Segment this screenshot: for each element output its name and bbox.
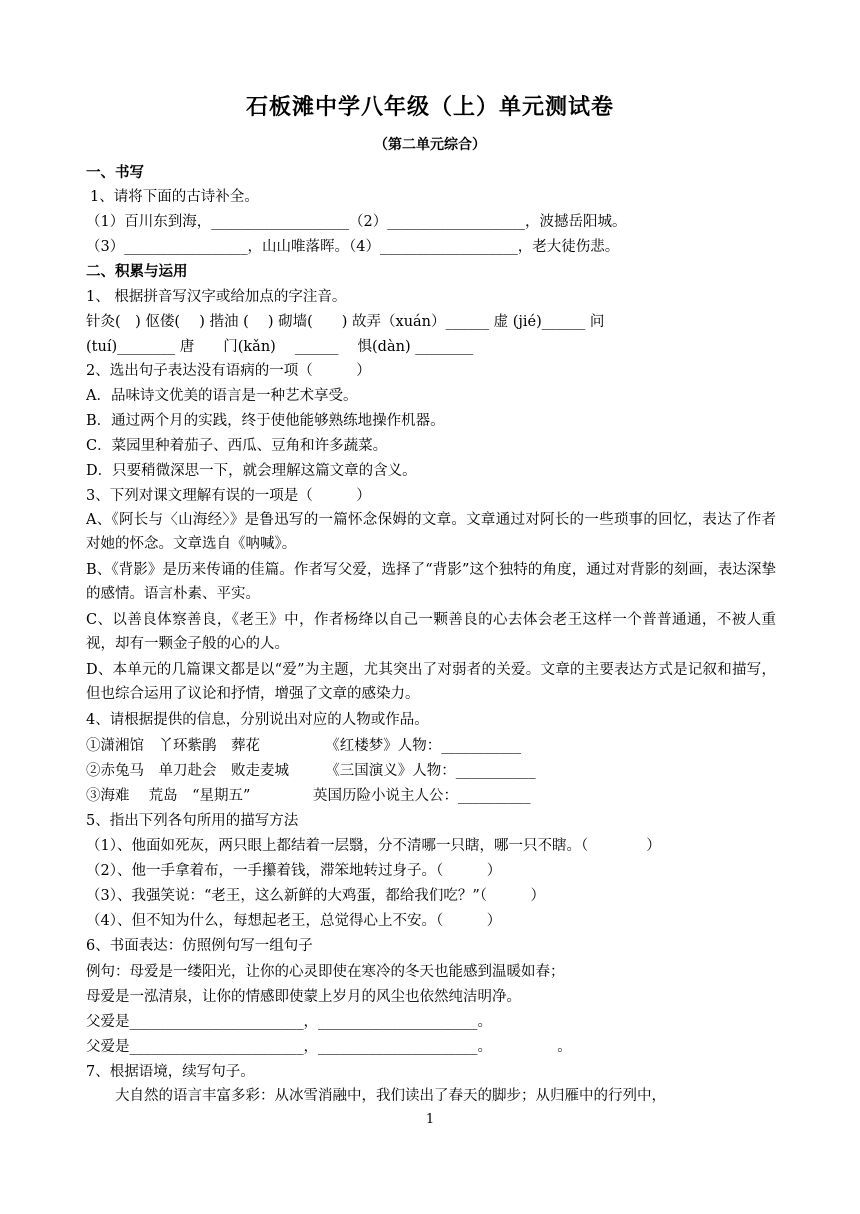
q4-item-1: ①潇湘馆 丫环紫鹃 葬花 《红楼梦》人物：___________ xyxy=(86,738,521,754)
page-subtitle: （第二单元综合） xyxy=(374,137,486,153)
poem-line-1: （1）百川东到海，___________________（2）___________________，波撼岳阳城。 xyxy=(86,214,627,230)
section-2-heading: 二、积累与运用 xyxy=(86,264,188,280)
q7-prompt: 7、根据语境，续写句子。 xyxy=(86,1064,255,1080)
q3-option-d: D、本单元的几篇课文都是以“爱”为主题，尤其突出了对弱者的关爱。文章的主要表达方式是记叙和描写，但也综合运用了议论和抒情，增强了文章的感染力。 xyxy=(86,662,776,702)
q4-prompt: 4、请根据提供的信息，分别说出对应的人物或作品。 xyxy=(86,712,429,728)
q4-item-3: ③海难 荒岛 “星期五” 英国历险小说主人公：__________ xyxy=(86,788,531,804)
q2-option-a: A．品味诗文优美的语言是一种艺术享受。 xyxy=(86,388,358,404)
q3-option-a: A、《阿长与〈山海经〉》是鲁迅写的一篇怀念保姆的文章。文章通过对阿长的一些琐事的回忆，表达了作者对她的怀念。文章选自《呐喊》。 xyxy=(86,512,776,552)
q6-answer-line-1: 父爱是________________________，______________________。 xyxy=(86,1014,492,1030)
q1-line-1: 针灸( ) 伛偻( ) 揩油 ( ) 砌墙( ) 故弄（xuán）______ 虚 (jié)______ 问 xyxy=(86,314,605,330)
q2-prompt: 2、选出句子表达没有语病的一项（ ） xyxy=(86,363,371,379)
q3-option-b: B、《背影》是历来传诵的佳篇。作者写父爱，选择了“背影”这个独特的角度，通过对背影的刻画，表达深挚的感情。语言朴素、平实。 xyxy=(86,562,776,602)
q3-prompt: 3、下列对课文理解有误的一项是（ ） xyxy=(86,488,371,504)
section-1-q1: 1、请将下面的古诗补全。 xyxy=(90,189,259,205)
q6-example-1: 例句：母爱是一缕阳光，让你的心灵即使在寒冷的冬天也能感到温暖如春； xyxy=(86,964,565,980)
q5-item-1: （1）、他面如死灰，两只眼上都结着一层翳，分不清哪一只瞎，哪一只不瞎。（ ） xyxy=(86,838,661,854)
q4-item-2: ②赤兔马 单刀赴会 败走麦城 《三国演义》人物：___________ xyxy=(86,763,536,779)
q6-answer-line-2: 父爱是________________________，______________________。 。 xyxy=(86,1039,572,1055)
q1-line-2: (tuí)________ 唐 门(kǎn) ______ 惧(dàn) ________ xyxy=(86,339,474,355)
poem-line-2: （3）_________________，山山唯落晖。（4）___________________，老大徒伤悲。 xyxy=(86,239,620,255)
q2-option-b: B．通过两个月的实践，终于使他能够熟练地操作机器。 xyxy=(86,413,445,429)
q1-prompt: 1、 根据拼音写汉字或给加点的字注音。 xyxy=(86,289,347,305)
q5-item-4: （4）、但不知为什么，每想起老王，总觉得心上不安。（ ） xyxy=(86,913,502,929)
q6-example-2: 母爱是一泓清泉，让你的情感即使蒙上岁月的风尘也依然纯洁明净。 xyxy=(86,989,521,1005)
page-number: 1 xyxy=(425,1112,435,1127)
q3-option-c: C、以善良体察善良，《老王》中，作者杨绛以自己一颗善良的心去体会老王这样一个普普通通，不被人重视，却有一颗金子般的心的人。 xyxy=(86,612,776,652)
section-1-heading: 一、书写 xyxy=(86,165,144,181)
q6-prompt: 6、书面表达：仿照例句写一组句子 xyxy=(86,938,313,954)
page-title: 石板滩中学八年级（上）单元测试卷 xyxy=(245,95,614,120)
q2-option-c: C．菜园里种着茄子、西瓜、豆角和许多蔬菜。 xyxy=(86,438,388,454)
q5-prompt: 5、指出下列各句所用的描写方法 xyxy=(86,813,299,829)
q2-option-d: D．只要稍微深思一下，就会理解这篇文章的含义。 xyxy=(86,463,417,479)
q7-text: 大自然的语言丰富多彩：从冰雪消融中，我们读出了春天的脚步；从归雁中的行列中， xyxy=(115,1088,666,1104)
q5-item-2: （2）、他一手拿着布，一手攥着钱，滞笨地转过身子。（ ） xyxy=(86,863,502,879)
q5-item-3: （3）、我强笑说：“老王，这么新鲜的大鸡蛋，都给我们吃？”（ ） xyxy=(86,888,546,904)
